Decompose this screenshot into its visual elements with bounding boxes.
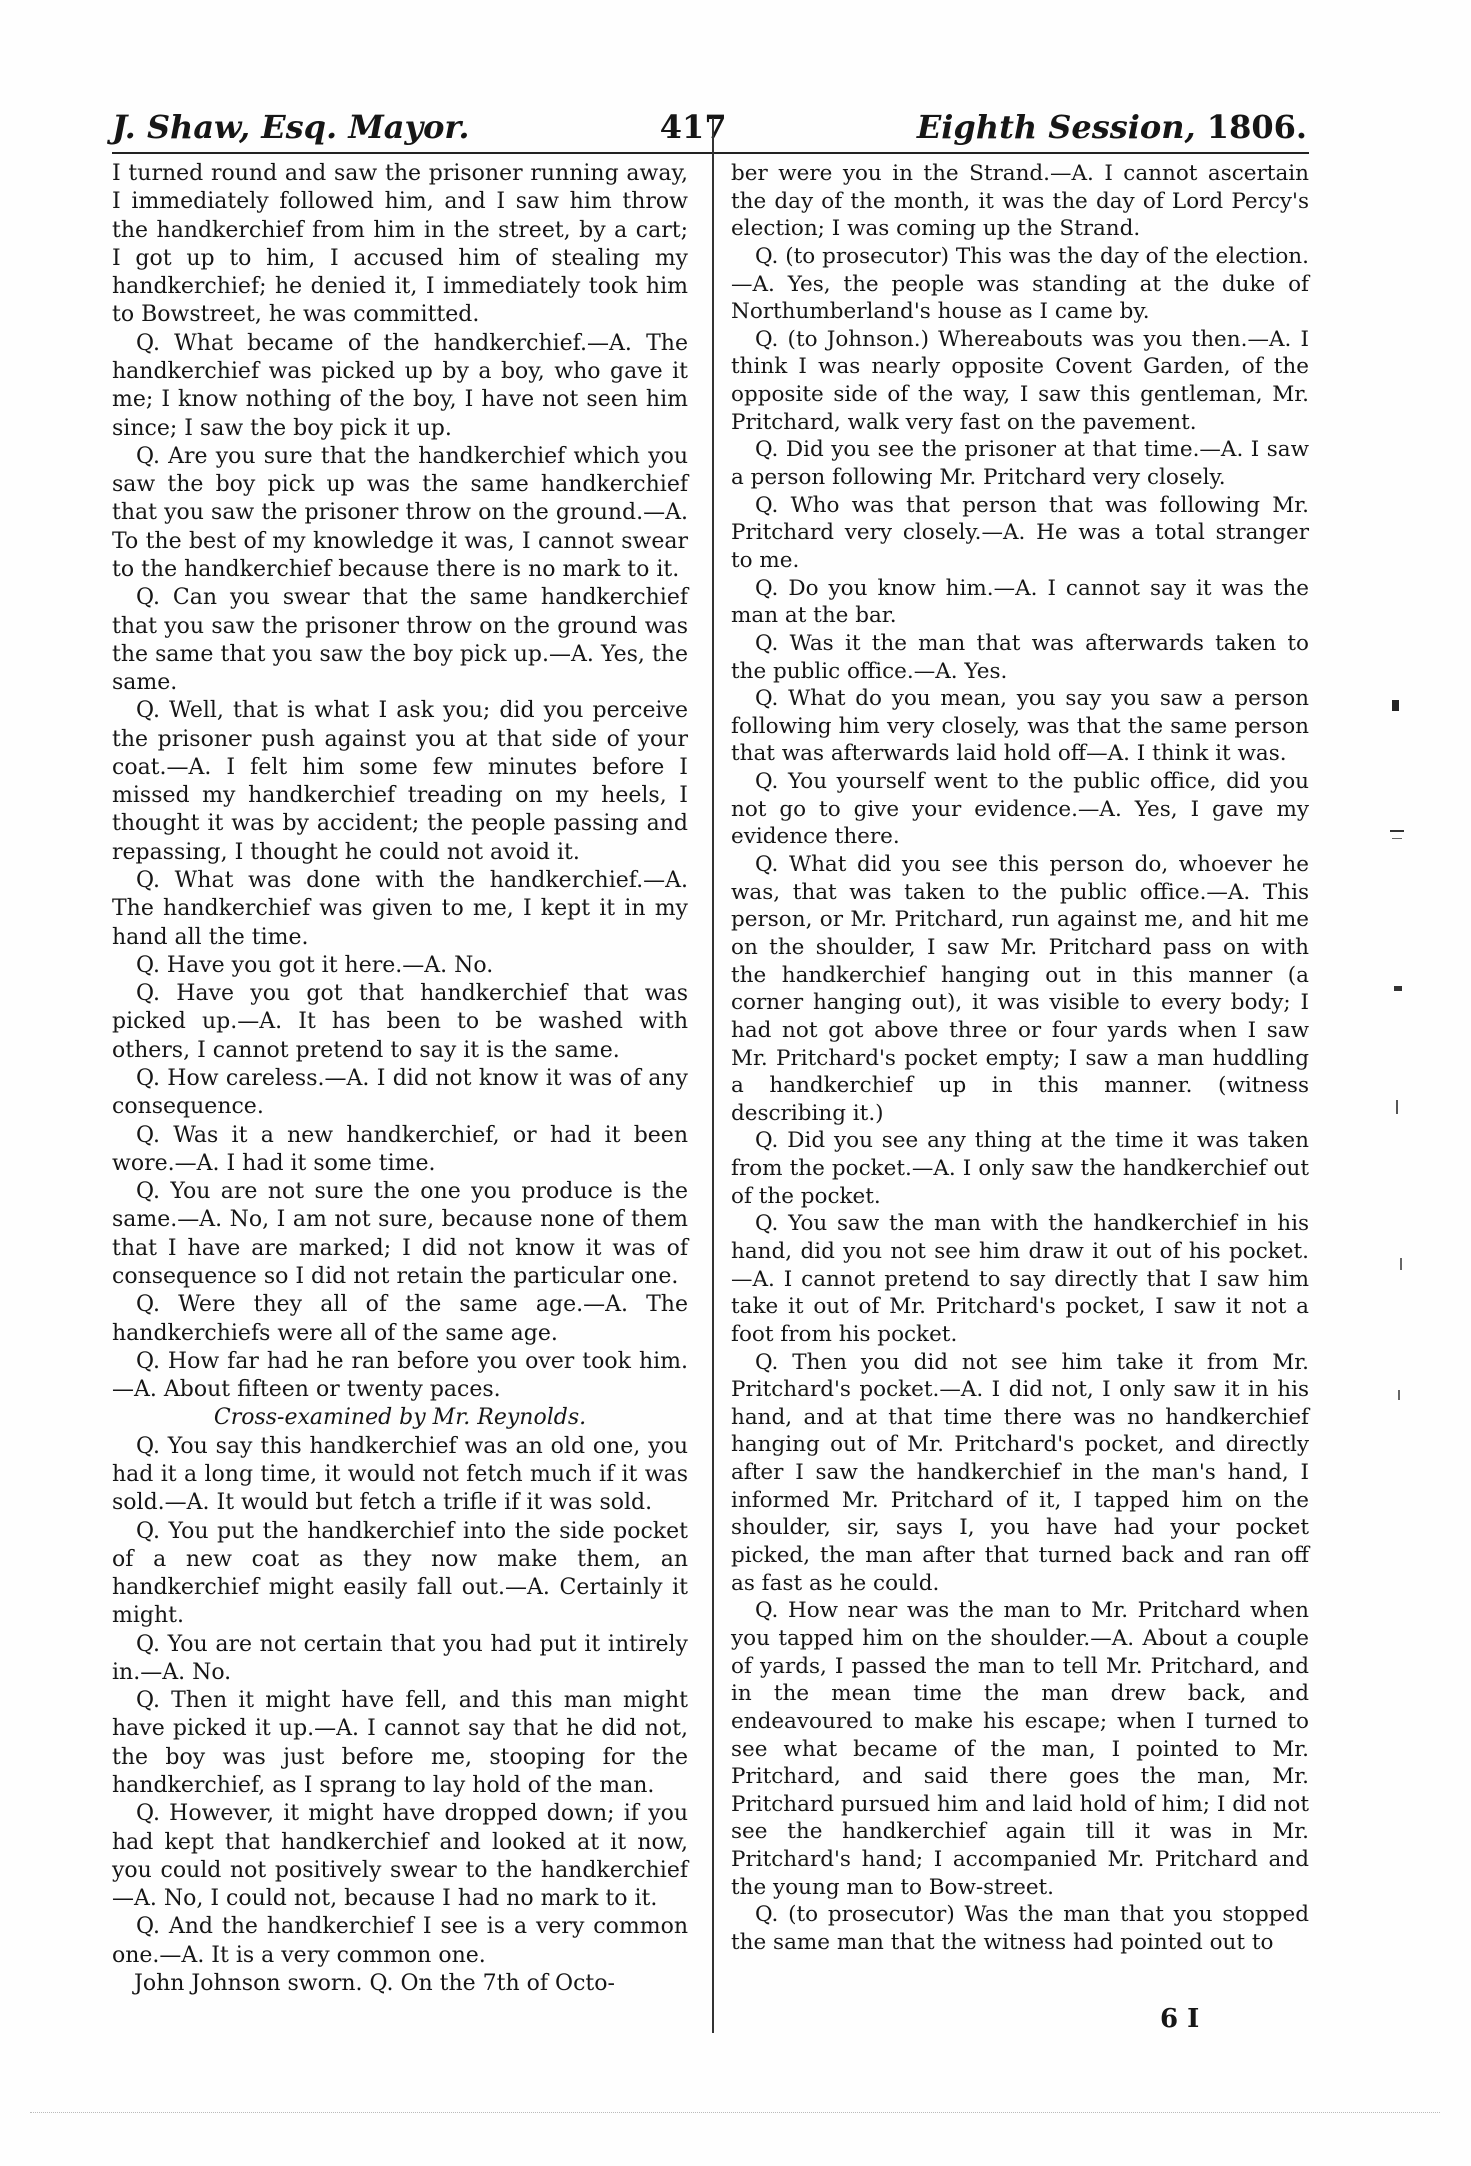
paragraph: ber were you in the Strand.—A. I cannot ascertain the day of the month, it was the day of Lord Percy's election; I was coming up the Strand. [731, 161, 1309, 242]
column-divider [712, 118, 714, 2033]
paragraph: Q. Have you got it here.—A. No. [136, 952, 494, 978]
paragraph: Q. Can you swear that the same handkerchief that you saw the prisoner throw on the ground was the same that you saw the boy pick up.—A. Yes, the same. [112, 585, 688, 696]
paragraph: Q. (to prosecutor) Was the man that you stopped the same man that the witness had pointed out to [731, 1902, 1309, 1955]
paragraph: Q. Who was that person that was following Mr. Pritchard very closely.—A. He was a total stranger to me. [731, 492, 1309, 573]
scan-noise-line [30, 2112, 1440, 2113]
paragraph: Q. You put the handkerchief into the side pocket of a new coat as they now make them, an handkerchief might easily fall out.—A. Certainly it might. [112, 1518, 688, 1629]
paragraph: Cross-examined by Mr. Reynolds. [213, 1405, 587, 1431]
paragraph: Q. Did you see any thing at the time it was taken from the pocket.—A. I only saw the handkerchief out of the pocket. [731, 1128, 1309, 1209]
margin-speck [1396, 1100, 1398, 1114]
paragraph: I turned round and saw the prisoner running away, I immediately followed him, and I saw him throw the handkerchief from him in the street, by a cart; I got up to him, I accused him of stealing my handkerchief; he denied it, I immediately took him to Bowstreet, he was committed. [112, 161, 688, 328]
left-column [112, 160, 688, 1998]
paragraph: Q. You say this handkerchief was an old one, you had it a long time, it would not fetch much if it was sold.—A. It would but fetch a trifle if it was sold. [112, 1433, 688, 1516]
paragraph: Q. You yourself went to the public office, did you not go to give your evidence.—A. Yes, I gave my evidence there. [731, 769, 1309, 850]
paragraph: Q. Well, that is what I ask you; did you perceive the prisoner push against you at that side of your coat.—A. I felt him some few minutes before I missed my handkerchief treading on my heels, I thought it was by accident; the people passing and repassing, I thought he could not avoid it. [112, 698, 688, 865]
margin-speck [1390, 830, 1404, 832]
paragraph: Q. Then you did not see him take it from Mr. Pritchard's pocket.—A. I did not, I only saw it in his hand, and at that time there was no handkerchief hanging out of Mr. Pritchard's pocket, and directly after I saw the handkerchief in the man's hand, I informed Mr. Pritchard of it, I tapped him on the shoulder, sir, says I, you have had your pocket picked, the man after that turned back and ran off as fast as he could. [731, 1349, 1309, 1596]
paragraph: Q. (to prosecutor) This was the day of the election.—A. Yes, the people was standing at the duke of Northumberland's house as I came by. [731, 243, 1309, 325]
header-session-label: Eighth Session, [916, 108, 1196, 146]
paragraph: Q. Have you got that handkerchief that was picked up.—A. It has been to be washed with others, I cannot pretend to say it is the same. [112, 981, 688, 1063]
paragraph: Q. And the handkerchief I see is a very common one.—A. It is a very common one. [112, 1914, 688, 1968]
paragraph: Q. Are you sure that the handkerchief which you saw the boy pick up was the same handkerchief that you saw the prisoner throw on the ground.—A. To the best of my knowledge it was, I cannot swear to the handkerchief because there is no mark to it. [112, 443, 688, 582]
margin-speck [1392, 700, 1399, 711]
paragraph: Q. You are not certain that you had put it intirely in.—A. No. [112, 1631, 688, 1685]
margin-speck [1392, 838, 1402, 839]
right-column [731, 160, 1309, 1957]
paragraph: Q. Was it a new handkerchief, or had it been wore.—A. I had it some time. [112, 1122, 688, 1176]
paragraph: Q. Then it might have fell, and this man might have picked it up.—A. I cannot say that he did not, the boy was just before me, stooping for the handkerchief, as I sprang to lay hold of the man. [112, 1688, 688, 1799]
paragraph: Q. What do you mean, you say you saw a person following him very closely, was that the same person that was afterwards laid hold off—A. I think it was. [731, 686, 1309, 767]
paragraph: Q. Do you know him.—A. I cannot say it was the man at the bar. [731, 575, 1309, 629]
header-session [917, 108, 1307, 146]
paragraph: Q. You are not sure the one you produce is the same.—A. No, I am not sure, because none of them that I have are marked; I did not know it was of consequence so I did not retain the particular one. [112, 1179, 688, 1289]
margin-speck [1400, 1258, 1402, 1270]
running-header [112, 108, 1307, 148]
paragraph: Q. Did you see the prisoner at that time.—A. I saw a person following Mr. Pritchard very closely. [731, 437, 1309, 491]
signature-mark: 6 I [1160, 2004, 1200, 2034]
paragraph: Q. (to Johnson.) Whereabouts was you then.—A. I think I was nearly opposite Covent Garden, of the opposite side of the way, I saw this gentleman, Mr. Pritchard, walk very fast on the pavement. [731, 326, 1309, 435]
paragraph: Q. How near was the man to Mr. Pritchard when you tapped him on the shoulder.—A. About a couple of yards, I passed the man to tell Mr. Pritchard, and in the mean time the man drew back, and endeavoured to make his escape; when I turned to see what became of the man, I pointed to Mr. Pritchard, and said there goes the man, Mr. Pritchard pursued him and laid hold of him; I did not see the handkerchief again till it was in Mr. Pritchard's hand; I accompanied Mr. Pritchard and the young man to Bow-street. [731, 1598, 1309, 1900]
paragraph: John Johnson sworn. Q. On the 7th of Octo- [134, 1971, 615, 1996]
paragraph: Q. What became of the handkerchief.—A. The handkerchief was picked up by a boy, who gave it me; I know nothing of the boy, I have not seen him since; I saw the boy pick it up. [112, 330, 688, 441]
page-number: 417 [659, 108, 727, 146]
margin-speck [1394, 986, 1402, 991]
paragraph: Q. You saw the man with the handkerchief in his hand, did you not see him draw it out of his pocket.—A. I cannot pretend to say directly that I saw him take it out of Mr. Pritchard's pocket, I saw it not a foot from his pocket. [731, 1211, 1309, 1347]
paragraph: Q. However, it might have dropped down; if you had kept that handkerchief and looked at it now, you could not positively swear to the handkerchief—A. No, I could not, because I had no mark to it. [112, 1801, 688, 1912]
paragraph: Q. What did you see this person do, whoever he was, that was taken to the public office.—A. This person, or Mr. Pritchard, run against me, and hit me on the shoulder, I saw Mr. Pritchard pass on with the handkerchief hanging out in this manner (a corner hanging out), it was visible to every body; I had not got above three or four yards when I saw Mr. Pritchard's pocket empty; I saw a man huddling a handkerchief up in this manner. (witness describing it.) [731, 852, 1309, 1126]
header-rule [112, 152, 1309, 154]
paragraph: Q. What was done with the handkerchief.—A. The handkerchief was given to me, I kept it in my hand all the time. [112, 868, 688, 950]
header-mayor: J. Shaw, Esq. Mayor. [112, 108, 470, 146]
paragraph: Q. Was it the man that was afterwards taken to the public office.—A. Yes. [731, 630, 1309, 684]
paragraph: Q. Were they all of the same age.—A. The handkerchiefs were all of the same age. [112, 1292, 688, 1346]
margin-speck [1398, 1390, 1400, 1400]
paragraph: Q. How far had he ran before you over took him.—A. About fifteen or twenty paces. [112, 1348, 688, 1403]
paragraph: Q. How careless.—A. I did not know it was of any consequence. [112, 1066, 688, 1120]
header-year: 1806. [1206, 108, 1307, 146]
